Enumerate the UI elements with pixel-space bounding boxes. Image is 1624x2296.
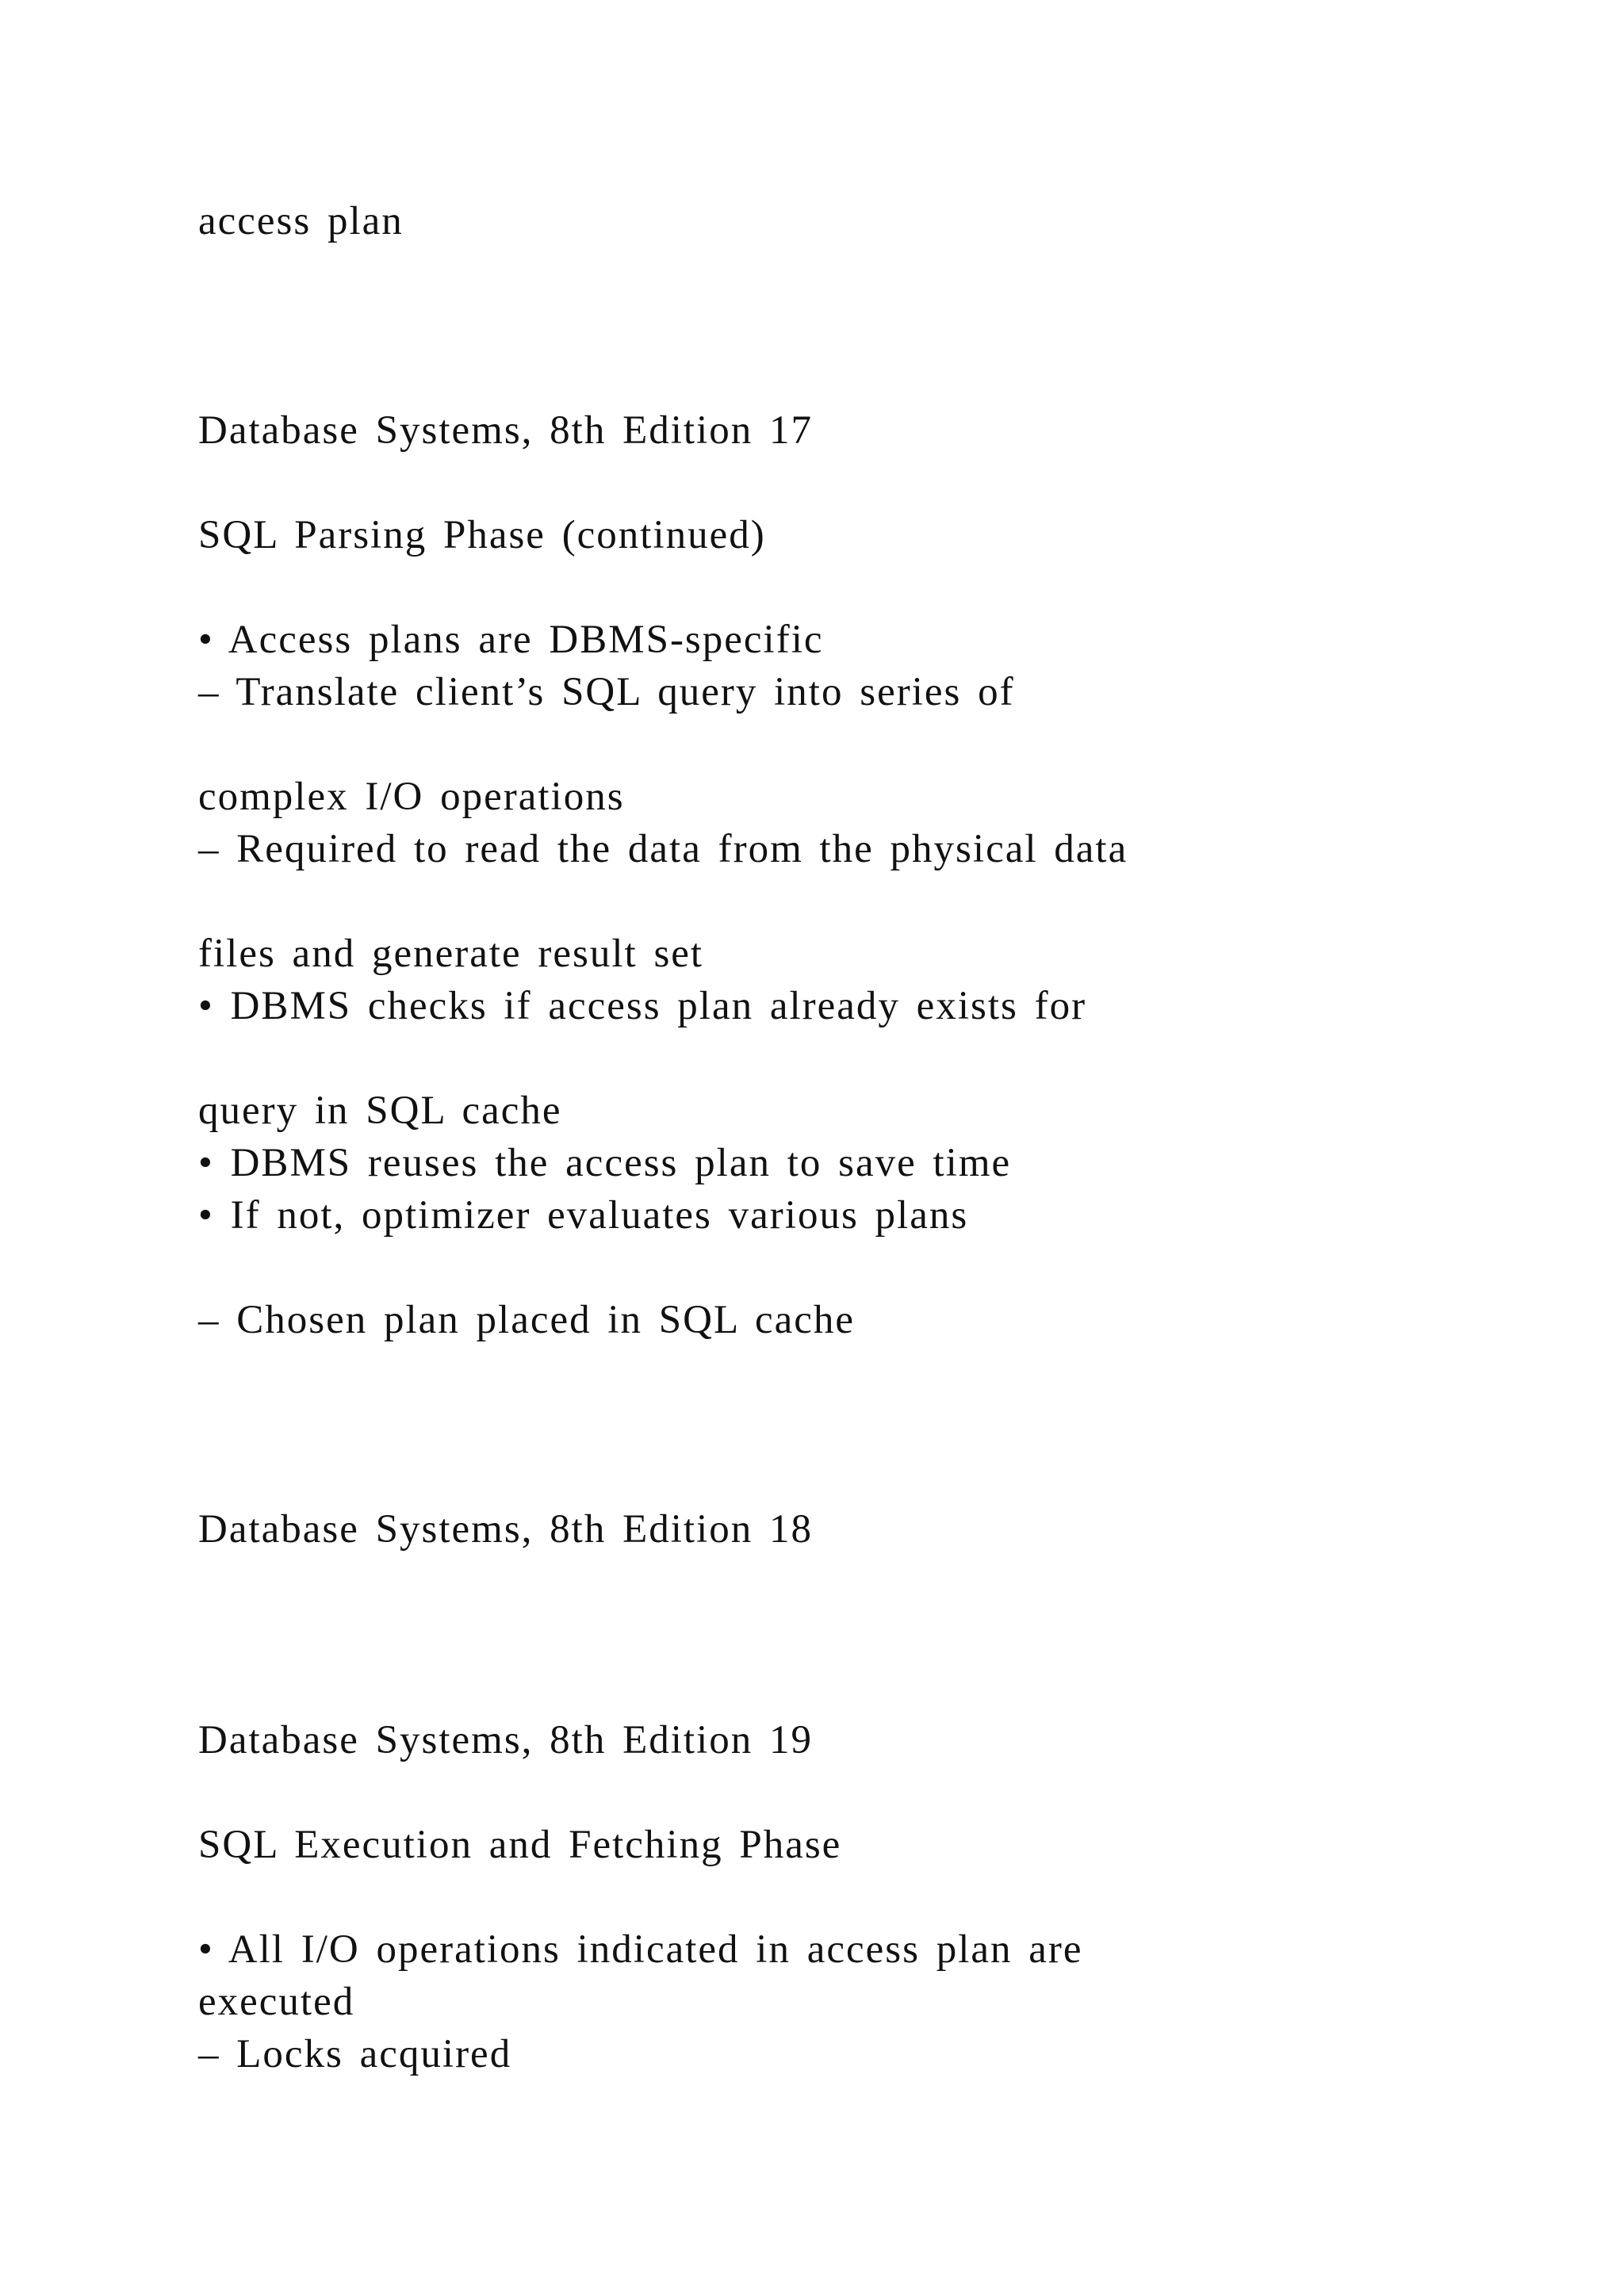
bullet-item: • All I/O operations indicated in access plan are [198,1927,1083,1972]
bullet-item: • DBMS reuses the access plan to save time [198,1141,1012,1185]
sub-bullet-item: – Translate client’s SQL query into series of [198,670,1015,714]
sub-bullet-item: – Locks acquired [198,2032,512,2076]
bullet-item: • If not, optimizer evaluates various plans [198,1193,969,1238]
text-line: query in SQL cache [198,1089,562,1133]
sub-bullet-item: – Chosen plan placed in SQL cache [198,1298,856,1342]
text-line: files and generate result set [198,932,704,976]
slide-footer: Database Systems, 8th Edition 18 [198,1507,814,1552]
sub-bullet-item: – Required to read the data from the physical data [198,827,1128,871]
slide-heading: SQL Parsing Phase (continued) [198,513,766,557]
slide-footer: Database Systems, 8th Edition 19 [198,1718,814,1762]
bullet-item: • DBMS checks if access plan already exists for [198,984,1087,1028]
slide-footer: Database Systems, 8th Edition 17 [198,408,814,453]
text-line: complex I/O operations [198,775,625,819]
slide-heading: SQL Execution and Fetching Phase [198,1823,842,1867]
text-line: executed [198,1980,355,2024]
bullet-item: • Access plans are DBMS-specific [198,618,824,662]
text-line: access plan [198,199,404,243]
